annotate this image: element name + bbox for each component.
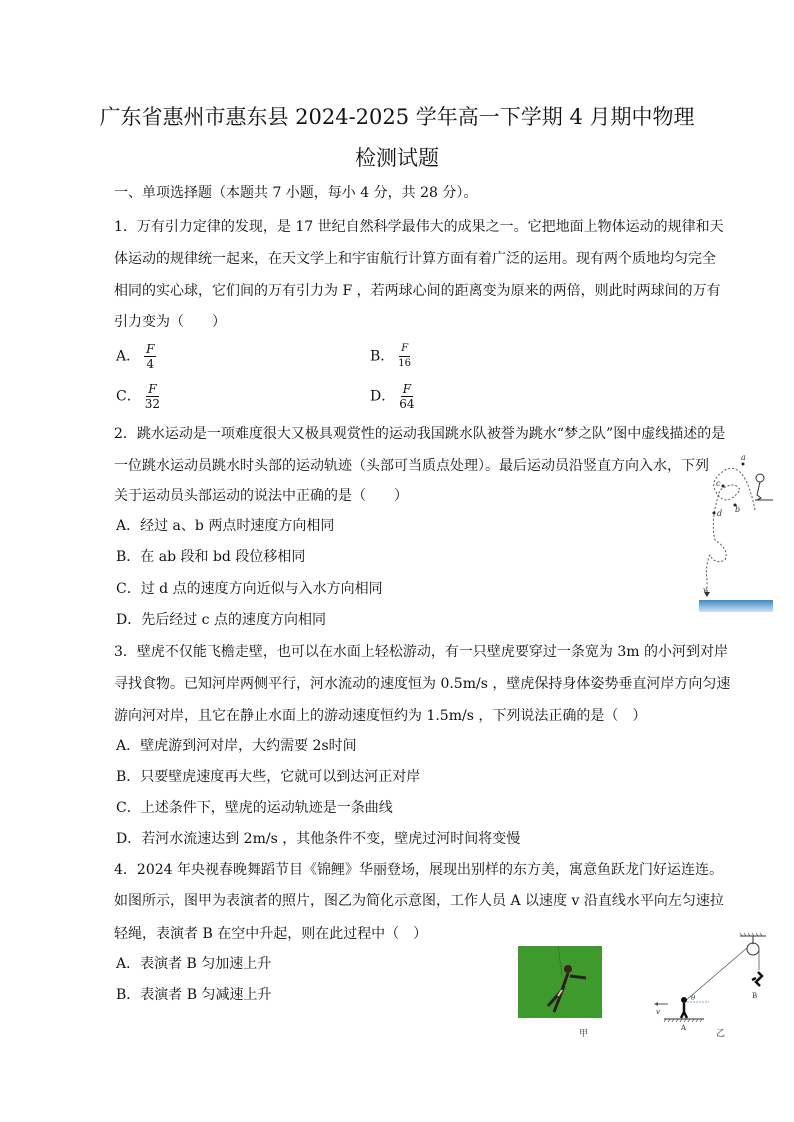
q1-text: 相同的实心球，它们间的万有引力为 F ，若两球心间的距离变为原来的两倍，则此时两球间的万有 [114,283,721,299]
q1-option-a[interactable] [116,342,156,371]
document-subtitle: 检测试题 [355,146,439,170]
fraction: $\frac{F}{32}$ [144,382,160,411]
q1-option-c[interactable] [116,382,160,411]
q1-option-b[interactable] [370,342,411,371]
label-v: v [703,586,707,594]
q3-option-a[interactable]: A．壁虎游到河对岸，大约需要 2s时间 [116,738,357,754]
fraction: $\frac{F}{16}$ [398,343,412,369]
fraction: $\frac{F}{64}$ [399,382,415,411]
q2-option-c[interactable]: C．过 d 点的速度方向近似与入水方向相同 [116,581,383,597]
q4-text: 轻绳，表演者 B 在空中升起，则在此过程中（ ） [114,926,428,942]
label-B: B [752,992,758,1000]
q3-option-d[interactable]: D．若河水流速达到 2m/s ，其他条件不变，壁虎过河时间将变慢 [116,831,521,847]
q2-text: 2．跳水运动是一项难度很大又极具观赏性的运动我国跳水队被誉为跳水“梦之队”图中虚线描述的是 [114,426,726,442]
q2-option-b[interactable]: B．在 ab 段和 bd 段位移相同 [116,549,306,565]
q3-text: 3．壁虎不仅能飞檐走壁，也可以在水面上轻松游动，有一只壁虎要穿过一条宽为 3m 的小河到对岸 [114,644,728,660]
q3-option-c[interactable]: C．上述条件下，壁虎的运动轨迹是一条曲线 [116,800,393,816]
label-b: b [735,505,741,514]
q2-text: 一位跳水运动员跳水时头部的运动轨迹（头部可当质点处理）。最后运动员沿竖直方向入水，下列 [114,458,709,474]
q4-option-b[interactable]: B．表演者 B 匀减速上升 [116,987,272,1003]
q4-option-a[interactable]: A．表演者 B 匀加速上升 [116,956,272,972]
option-label: C． [116,388,141,405]
label-a: a [741,453,746,462]
section-heading: 一、单项选择题（本题共 7 小题，每小 4 分，共 28 分）。 [114,185,478,201]
q3-option-b[interactable]: B．只要壁虎速度再大些，它就可以到达河正对岸 [116,769,421,785]
q1-option-d[interactable] [370,382,415,411]
figure-label-yi: 乙 [716,1029,726,1039]
figure-label-jia: 甲 [579,1029,589,1039]
label-c: c [716,479,721,488]
document-title: 广东省惠州市惠东县 2024-2025 学年高一下学期 4 月期中物理 [99,105,695,129]
q1-text: 引力变为（ ） [114,314,226,330]
fraction: $\frac{F}{4}$ [146,342,155,371]
diver-trajectory-figure [695,450,775,615]
option-label: A． [116,348,141,365]
option-label: D． [370,388,396,405]
q1-text: 体运动的规律统一起来，在天文学上和宇宙航行计算方面有着广泛的运用。现有两个质地均匀完全 [114,251,716,267]
q4-text: 4．2024 年央视春晚舞蹈节目《锦鲤》华丽登场，展现出别样的东方美，寓意鱼跃龙门好运连连。 [114,862,723,878]
label-d: d [717,509,723,518]
label-v: v [656,1008,660,1016]
q2-text: 关于运动员头部运动的说法中正确的是（ ） [114,488,408,504]
pulley-diagram [644,930,774,1030]
label-A: A [681,1024,687,1030]
performer-photo [518,946,602,1018]
water-surface [699,600,773,612]
q4-text: 如图所示，图甲为表演者的照片，图乙为简化示意图，工作人员 A 以速度 v 沿直线水平向左匀速拉 [114,893,724,909]
option-label: B． [370,348,395,365]
q1-text: 1．万有引力定律的发现，是 17 世纪自然科学最伟大的成果之一。它把地面上物体运动的规律和天 [114,219,724,235]
q2-option-a[interactable]: A．经过 a、b 两点时速度方向相同 [116,518,335,534]
q3-text: 游向河对岸，且它在静止水面上的游动速度恒约为 1.5m/s ，下列说法正确的是（ ） [114,708,647,724]
label-theta: θ [691,994,696,1002]
q3-text: 寻找食物。已知河岸两侧平行，河水流动的速度恒为 0.5m/s ，壁虎保持身体姿势垂直河岸方向匀速 [114,676,731,692]
q2-option-d[interactable]: D．先后经过 c 点的速度方向相同 [116,612,326,628]
